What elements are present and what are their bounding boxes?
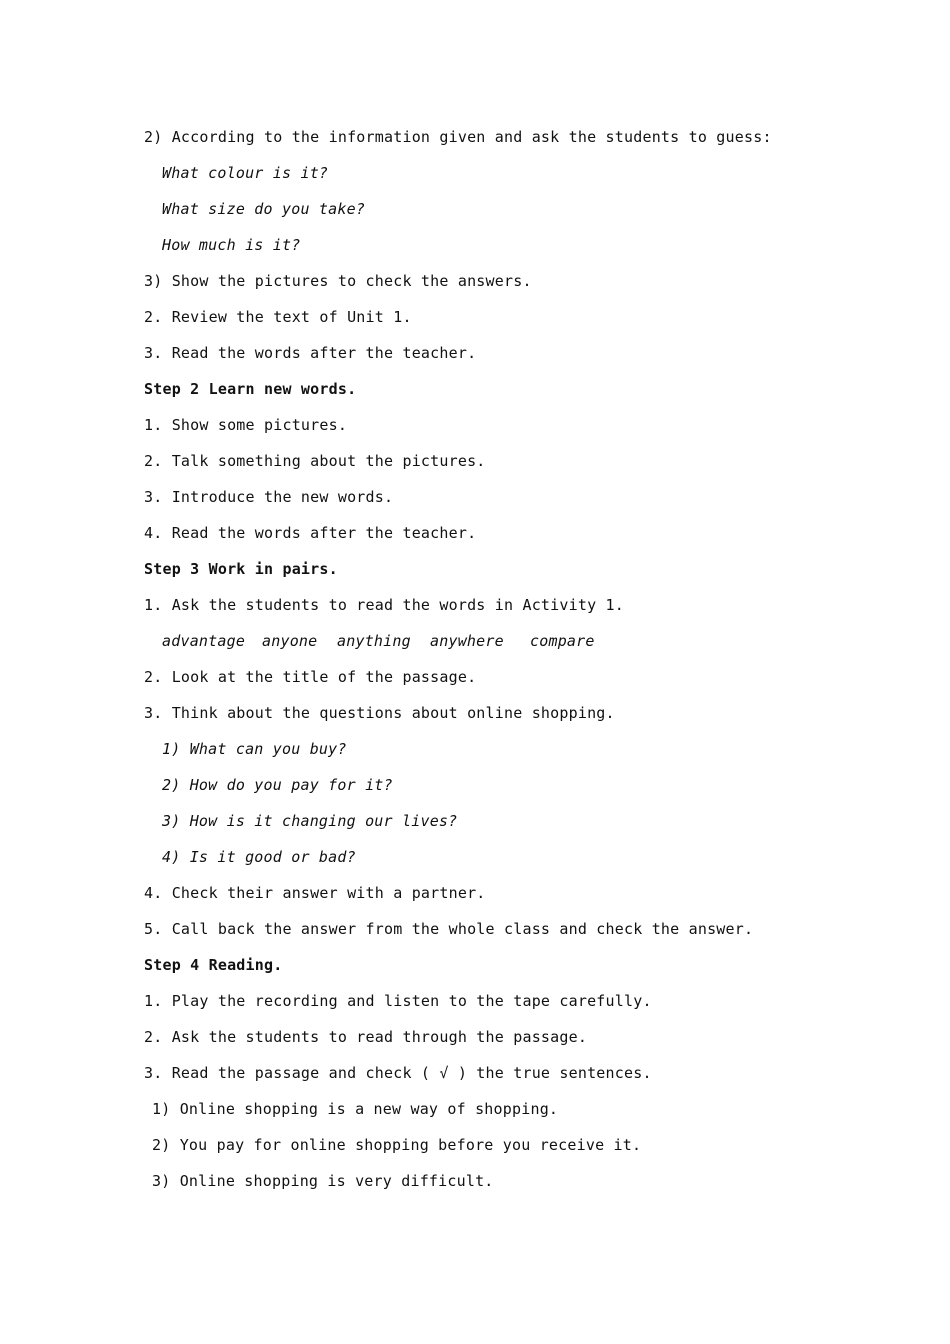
text-line: 2) According to the information given and ask the students to guess: (144, 128, 772, 146)
question-line: 2) How do you pay for it? (162, 776, 393, 794)
statement-line: 3) Online shopping is very difficult. (152, 1172, 494, 1190)
text-line: 2. Talk something about the pictures. (144, 452, 486, 470)
vocab-word: compare (530, 632, 595, 650)
step-heading: Step 2 Learn new words. (144, 380, 357, 398)
statement-line: 2) You pay for online shopping before you receive it. (152, 1136, 642, 1154)
step-heading: Step 3 Work in pairs. (144, 560, 338, 578)
text-line: 4. Check their answer with a partner. (144, 884, 486, 902)
question-line: 1) What can you buy? (162, 740, 347, 758)
statement-line: 1) Online shopping is a new way of shopping. (152, 1100, 559, 1118)
text-line: 5. Call back the answer from the whole class and check the answer. (144, 920, 754, 938)
question-line: How much is it? (162, 236, 301, 254)
vocab-word: advantage (162, 632, 246, 650)
text-line: 3. Think about the questions about online shopping. (144, 704, 615, 722)
text-line: 1. Show some pictures. (144, 416, 348, 434)
text-line: 3. Read the passage and check ( √ ) the true sentences. (144, 1064, 652, 1082)
vocab-word: anyone (262, 632, 318, 650)
text-line: 1. Ask the students to read the words in Activity 1. (144, 596, 624, 614)
text-line: 2. Ask the students to read through the passage. (144, 1028, 588, 1046)
text-line: 2. Look at the title of the passage. (144, 668, 477, 686)
vocab-word: anything (337, 632, 411, 650)
vocab-word: anywhere (430, 632, 504, 650)
text-line: 1. Play the recording and listen to the tape carefully. (144, 992, 652, 1010)
question-line: 4) Is it good or bad? (162, 848, 356, 866)
text-line: 4. Read the words after the teacher. (144, 524, 477, 542)
text-line: 3) Show the pictures to check the answers. (144, 272, 532, 290)
text-line: 2. Review the text of Unit 1. (144, 308, 412, 326)
text-line: 3. Read the words after the teacher. (144, 344, 477, 362)
text-line: 3. Introduce the new words. (144, 488, 394, 506)
question-line: 3) How is it changing our lives? (162, 812, 458, 830)
question-line: What colour is it? (162, 164, 329, 182)
question-line: What size do you take? (162, 200, 366, 218)
step-heading: Step 4 Reading. (144, 956, 283, 974)
